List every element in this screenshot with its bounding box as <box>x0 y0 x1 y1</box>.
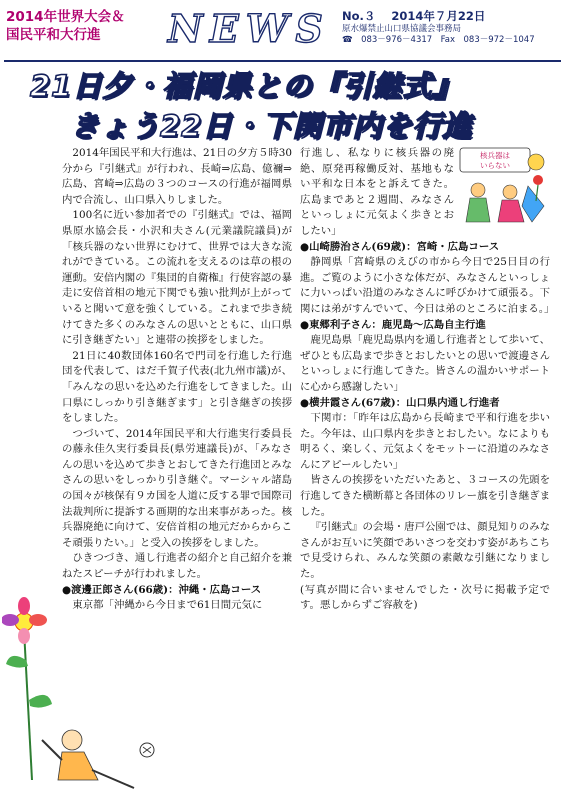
article-paragraph: 『引継式』の会場・唐戸公園では、顔見知りのみなさんがお互いに笑顔であいさつを交わす姿があちこちで見受けられ、みんな笑顔の素敵な引継になりました。 <box>300 521 550 581</box>
issue-info <box>342 8 562 46</box>
sign-text-top: 核兵器は <box>480 151 510 160</box>
flower-person-illustration <box>2 590 162 795</box>
issue-number: No.３ <box>342 9 376 23</box>
sign-text-bottom: いらない <box>480 161 510 170</box>
headline-line1: 21日夕・福岡県との『引継式』 <box>30 69 463 103</box>
publisher: 原水爆禁止山口県協議会事務局 <box>342 24 462 34</box>
event-title <box>6 8 166 44</box>
contact-info: ☎ 083－976－4317 Fax 083－972－1047 <box>342 35 535 45</box>
article-paragraph: 2014年国民平和大行進は、21日の夕方５時30分から『引継式』が行われ、長崎⇒広島、億禰⇒広島、宮崎⇒広島の３つのコースの行進が福岡県内で合流し、山口県入りしました。 <box>62 147 292 206</box>
speaker-quote: 静岡県「宮崎県のえびの市から今日で25日目の行進。ご覧のように小さな体だが、みなさんといっしょに力いっぱい沿道のみなさんに呼びかけて頑張る。下関には弟がすんでいて、今日は弟のところに泊まる。」 <box>300 256 555 315</box>
header-divider <box>4 60 561 62</box>
event-title-line1: 2014年世界大会＆ <box>6 9 125 25</box>
left-column <box>62 146 292 614</box>
speaker-heading: ●東郷利子さん：鹿児島～広島自主行進 <box>300 318 486 331</box>
headline-line2: きょう22日・下関市内を行進 <box>70 109 473 143</box>
speaker-quote: 下関市：「昨年は広島から長崎まで平和行進を歩いた。今年は、山口県内を歩きとおしたい。なによりも明るく、楽しく、元気よくをモットーに沿道のみなさんにアピールしたい」 <box>300 412 550 471</box>
article-paragraph: ひきつづき、通し行進者の紹介と自己紹介を兼ねたスピーチが行われました。 <box>62 552 292 581</box>
event-title-line2: 国民平和大行進 <box>6 27 101 43</box>
news-masthead: NEWS <box>168 6 330 51</box>
person-icon <box>42 730 134 788</box>
speaker-quote-continued: 行進し、私なりに核兵器の廃絶、原発再稼働反対、基地もない平和な日本をと訴えてきた。広島まであと２週間、みなさんといっしょに元気よく歩きとおしたい」 <box>300 147 454 237</box>
no-nukes-illustration <box>458 146 550 224</box>
article-paragraph: 100名に近い参加者での『引継式』では、福岡県原水協会長・小沢和夫さん(元業議院議員)が「核兵器のない世界にむけて、世界では大きな流れができている。この流れを支えるのは草の根の運動。安倍内閣の『集団的自衛権』行使容認の暴走に安倍首相の地元下関でも強い批判が上がっていると聞いて意を強くしている。これまで歩き続けてきた多くのみなさんの思いとともに、山口県に引き継ぎたい」と連帯の挨拶をしました。 <box>62 209 292 347</box>
editor-note: (写真が間に合いませんでした・次号に掲載予定です。悪しからずご容赦を) <box>300 583 550 612</box>
speaker-heading: ●渡邊正郎さん(66歳)：沖縄・広島コース <box>62 583 262 596</box>
right-column <box>300 146 555 614</box>
issue-date: 2014年７月22日 <box>391 9 486 23</box>
speaker-quote: 東京都「沖縄から今日まで61日間元気に <box>72 599 263 612</box>
article-paragraph: 21日に40数団体160名で門司を行進した行進団を代表して、はだ千賀子代表(北九州市議)が、「みんなの思いを込めた行進をしてきました。山口県にしっかり引き継ぎます」と引き継ぎの挨拶をしました。 <box>62 349 292 425</box>
speaker-quote: 鹿児島県「鹿児島県内を通し行進者として歩いて、ぜひとも広島まで歩きとおしたいとの思いで渡邊さんといっしょに行進してきた。皆さんの温かいサポートに心から感謝したい」 <box>300 334 550 393</box>
speaker-heading: ●横井霞さん(67歳)：山口県内通し行進者 <box>300 396 500 409</box>
article-paragraph: つづいて、2014年国民平和大行進実行委員長の藤永佳久実行委員長(県労連議長)が、「みなさんの思いを込めて歩きとおしてきた行進団とみなさんの思いをしっかり引き継ぐ。マーシャル諸島の国々が核保有９カ国を人道に反する罪で国際司法裁判所に提訴する画期的な出来事があった。核兵器廃絶に向けて、安倍首相の地元だからからこそ頑張りたい。」と受入の挨拶をしました。 <box>62 427 292 549</box>
article-paragraph: 皆さんの挨拶をいただいたあと、３コースの先頭を行進してきた横断幕と各団体のリレー旗を引き継ぎました。 <box>300 474 550 518</box>
flower-icon <box>2 597 47 644</box>
ball-icon <box>140 743 154 757</box>
speaker-heading: ●山崎勝治さん(69歳)：宮崎・広島コース <box>300 240 500 253</box>
